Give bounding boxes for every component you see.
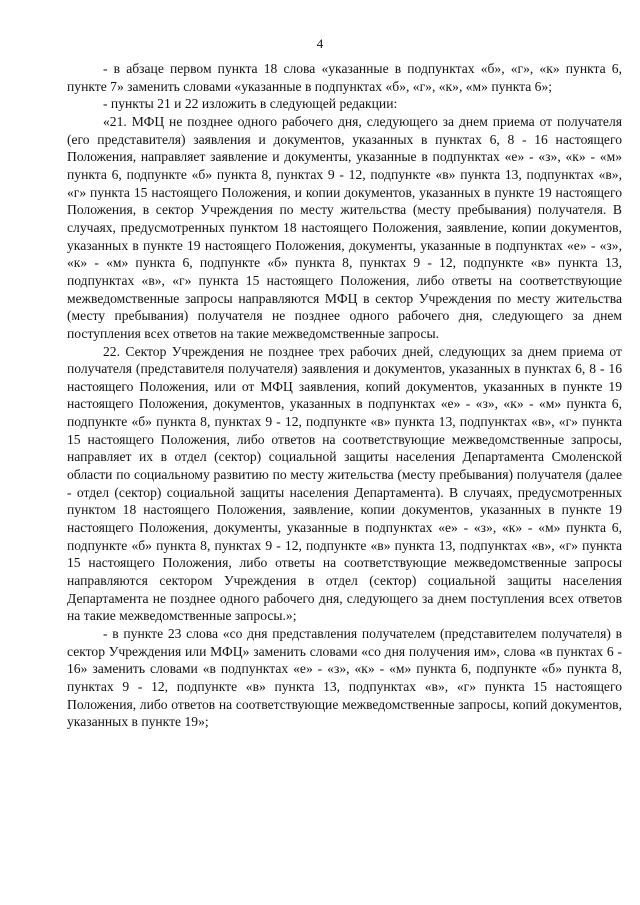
paragraph-items-21-22-intro: - пункты 21 и 22 изложить в следующей редакции: xyxy=(103,96,398,112)
document-body xyxy=(67,60,622,731)
paragraph-amend-item-18: - в абзаце первом пункта 18 слова «указанные в подпунктах «б», «г», «к» пункта 6, пункте 7» заменить словами «указанные в подпунктах «б», «г», «к», «м» пункта 6»; xyxy=(67,61,622,94)
paragraph-item-21: «21. МФЦ не позднее одного рабочего дня, следующего за днем приема от получателя (его представителя) заявления и документов, указанных в пунктах 6, 8 - 16 настоящего Положения, направляет заявление и документы, указанные в подпунктах «е» - «з», «к» - «м» пункта 6, подпункте «б» пункта 8, пунктах 9 - 12, подпункте «в» пункта 13, подпунктах «в», «г» пункта 15 настоящего Положения, и копии документов, указанных в пункте 19 настоящего Положения, в сектор Учреждения по месту жительства (месту пребывания) получателя. В случаях, предусмотренных пунктом 18 настоящего Положения, заявление, копии документов, указанных в пункте 19 настоящего Положения, документы, указанные в подпунктах «е» - «з», «к» - «м» пункта 6, подпункте «б» пункта 8, пунктах 9 - 12, подпункте «в» пункта 13, подпунктах «в», «г» пункта 15 настоящего Положения, либо ответы на соответствующие межведомственные запросы направляются МФЦ в сектор Учреждения по месту жительства (месту пребывания) получателя не позднее одного рабочего дня, следующего за днем поступления всех ответов на такие межведомственные запросы. xyxy=(67,113,622,341)
paragraph-amend-item-23: - в пункте 23 слова «со дня представления получателем (представителем получателя) в сектор Учреждения или МФЦ» заменить словами «со дня получения им», слова «в пунктах 6 - 16» заменить словами «в подпунктах «е» - «з», «к» - «м» пункта 6, подпункте «б» пункта 8, пунктах 9 - 12, подпункте «в» пункта 13, подпунктах «в», «г» пункта 15 настоящего Положения, либо ответов на соответствующие межведомственные запросы, копий документов, указанных в пункте 19»; xyxy=(67,626,622,730)
paragraph-item-22: 22. Сектор Учреждения не позднее трех рабочих дней, следующих за днем приема от получателя (представителя получателя) заявления и документов, указанных в пунктах 6, 8 - 16 настоящего Положения, или от МФЦ заявления, копий документов, указанных в пункте 19 настоящего Положения, документов, указанных в подпунктах «е» - «з», «к» - «м» пункта 6, подпункте «б» пункта 8, пунктах 9 - 12, подпункте «в» пункта 13, подпунктах «в», «г» пункта 15 настоящего Положения, либо ответов на соответствующие межведомственные запросы, направляет их в отдел (сектор) социальной защиты населения Департамента Смоленской области по социальному развитию по месту жительства (месту пребывания) получателя (далее - отдел (сектор) социальной защиты населения Департамента). В случаях, предусмотренных пунктом 18 настоящего Положения, заявление, копии документов, указанных в пункте 19 настоящего Положения, документы, указанные в подпунктах «е» - «з», «к» - «м» пункта 6, подпункте «б» пункта 8, пунктах 9 - 12, подпункте «в» пункта 13, подпунктах «в», «г» пункта 15 настоящего Положения, либо ответы на соответствующие межведомственные запросы направляются сектором Учреждения в отдел (сектор) социальной защиты населения Департамента не позднее одного рабочего дня, следующего за днем поступления всех ответов на такие межведомственные запросы.»; xyxy=(67,343,622,624)
page-number: 4 xyxy=(316,36,324,51)
